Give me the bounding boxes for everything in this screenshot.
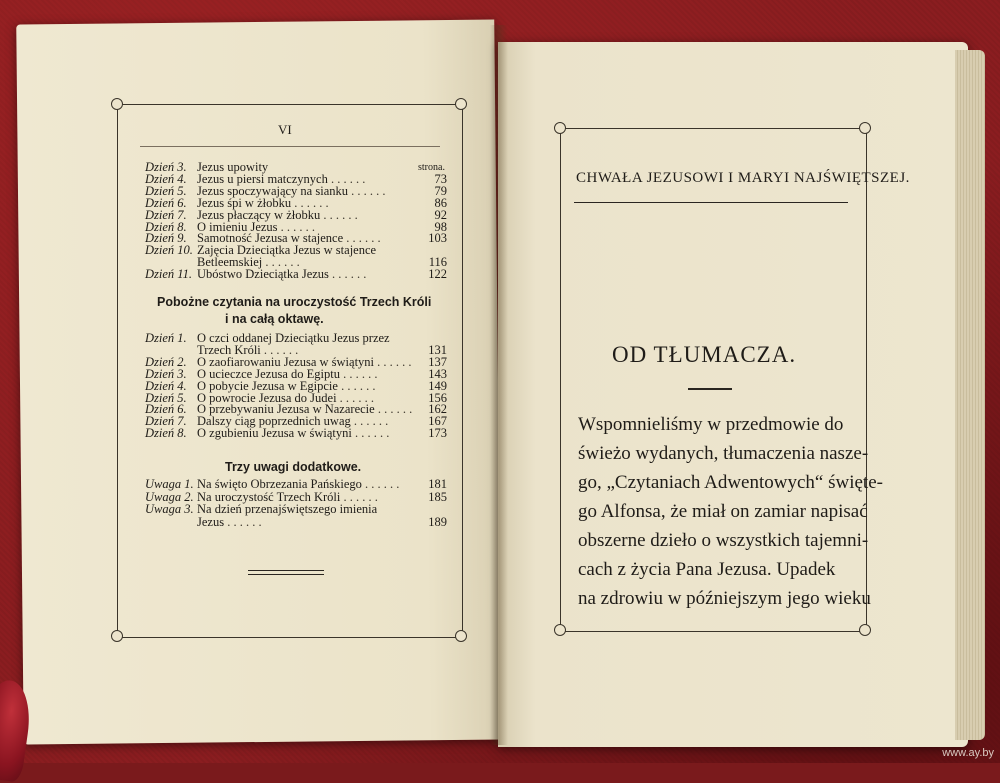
entry-title: Na święto Obrzezania Pańskiego bbox=[197, 477, 362, 491]
strona-label: strona. bbox=[418, 162, 445, 173]
entry-title: Betleemskiej bbox=[197, 255, 263, 270]
entry-title: Ubóstwo Dzieciątka Jezus bbox=[197, 267, 329, 282]
entry-title: Trzech Króli bbox=[197, 342, 261, 357]
entry-label: Uwaga 1. bbox=[145, 477, 194, 491]
page-edges bbox=[955, 50, 985, 740]
section-heading: Trzy uwagi dodatkowe. bbox=[225, 460, 362, 474]
leader-dots: . . . . . . bbox=[340, 489, 378, 504]
body-line: go Alfonsa, że miał on zamiar napisać bbox=[578, 501, 868, 522]
entry-label: Dzień 9. bbox=[145, 231, 187, 246]
entry-label: Dzień 6. bbox=[145, 402, 187, 417]
watermark: www.ay.by bbox=[942, 747, 994, 759]
page-header: CHWAŁA JEZUSOWI I MARYI NAJŚWIĘTSZEJ. bbox=[576, 170, 910, 186]
leader-dots: . . . . . . bbox=[351, 426, 390, 441]
frame-corner-ornament bbox=[455, 630, 467, 642]
leader-dots: . . . . . . bbox=[262, 255, 300, 270]
entry-label: Dzień 5. bbox=[145, 390, 187, 405]
entry-page-number: 122 bbox=[428, 267, 447, 282]
toc-entry bbox=[145, 426, 447, 440]
entry-title: Na dzień przenajświętszego imienia bbox=[197, 502, 378, 516]
entry-page-number: 173 bbox=[428, 426, 447, 441]
entry-label: Uwaga 2. bbox=[145, 489, 194, 504]
entry-title: Jezus spoczywający na sianku bbox=[197, 183, 348, 198]
entry-label: Dzień 8. bbox=[145, 426, 187, 441]
body-line: go, „Czytaniach Adwentowych“ święte- bbox=[578, 472, 883, 493]
entry-page-number: 189 bbox=[428, 514, 447, 529]
frame-corner-ornament bbox=[859, 122, 871, 134]
leader-dots: . . . . . . bbox=[224, 514, 262, 529]
entry-page-number: 149 bbox=[428, 378, 447, 393]
entry-label: Dzień 6. bbox=[145, 195, 187, 210]
leader-dots: . . . . . . bbox=[327, 171, 366, 186]
body-line: świeżo wydanych, tłumaczenia nasze- bbox=[578, 443, 869, 464]
body-line: cach z życia Pana Jezusa. Upadek bbox=[578, 559, 836, 580]
frame-corner-ornament bbox=[859, 624, 871, 636]
leader-dots: . . . . . . bbox=[260, 342, 299, 357]
body-line: obszerne dzieło o wszystkich tajemni- bbox=[578, 530, 869, 551]
entry-page-number: 137 bbox=[428, 354, 447, 369]
entry-label: Dzień 7. bbox=[145, 207, 187, 222]
body-line: Wspomnieliśmy w przedmowie do bbox=[578, 414, 844, 435]
entry-title: Jezus upowity bbox=[197, 160, 269, 174]
chapter-title: OD TŁUMACZA. bbox=[612, 342, 797, 367]
leader-dots: . . . . . . bbox=[340, 366, 378, 381]
entry-label: Dzień 10. bbox=[145, 243, 193, 258]
entry-title: O imieniu Jezus bbox=[197, 219, 278, 234]
frame-corner-ornament bbox=[111, 98, 123, 110]
toc-entry bbox=[145, 515, 447, 529]
book-gutter bbox=[490, 25, 508, 745]
entry-title: Na uroczystość Trzech Króli bbox=[197, 489, 341, 504]
leader-dots: . . . . . . bbox=[337, 378, 376, 393]
section-heading: i na całą oktawę. bbox=[225, 312, 324, 326]
entry-label: Uwaga 3. bbox=[145, 502, 194, 516]
leader-dots: . . . . . . bbox=[336, 390, 375, 405]
entry-label: Dzień 2. bbox=[145, 354, 187, 369]
entry-title: O zaofiarowaniu Jezusa w świątyni bbox=[197, 354, 375, 369]
entry-title: O przebywaniu Jezusa w Nazarecie bbox=[197, 402, 375, 417]
entry-page-number: 185 bbox=[428, 489, 447, 504]
entry-label: Dzień 5. bbox=[145, 183, 187, 198]
entry-page-number: 73 bbox=[434, 171, 447, 186]
end-rule bbox=[248, 574, 324, 575]
entry-title: Jezus bbox=[197, 514, 225, 529]
frame-corner-ornament bbox=[554, 122, 566, 134]
entry-page-number: 92 bbox=[434, 207, 447, 222]
leader-dots: . . . . . . bbox=[350, 414, 389, 429]
leader-dots: . . . . . . bbox=[348, 183, 386, 198]
end-rule bbox=[248, 570, 324, 571]
entry-page-number: 143 bbox=[428, 366, 447, 381]
page-header-rule bbox=[140, 146, 440, 147]
title-rule bbox=[688, 388, 732, 390]
leader-dots: . . . . . . bbox=[343, 231, 381, 246]
entry-title: O czci oddanej Dzieciątku Jezus przez bbox=[197, 331, 390, 345]
entry-title: Samotność Jezusa w stajence bbox=[197, 231, 344, 246]
leader-dots: . . . . . . bbox=[291, 195, 329, 210]
leader-dots: . . . . . . bbox=[320, 207, 358, 222]
entry-title: Zajęcia Dzieciątka Jezus w stajence bbox=[197, 243, 377, 258]
entry-label: Dzień 3. bbox=[145, 366, 187, 381]
entry-label: Dzień 1. bbox=[145, 331, 187, 345]
page-number: VI bbox=[278, 122, 292, 137]
entry-title: O ucieczce Jezusa do Egiptu bbox=[197, 366, 340, 381]
leader-dots: . . . . . . bbox=[374, 402, 413, 417]
entry-page-number: 116 bbox=[428, 255, 447, 270]
entry-page-number: 86 bbox=[434, 195, 447, 210]
entry-label: Dzień 7. bbox=[145, 414, 187, 429]
leader-dots: . . . . . . bbox=[328, 267, 367, 282]
entry-title: Jezus śpi w żłobku bbox=[197, 195, 292, 210]
entry-page-number: 79 bbox=[434, 183, 447, 198]
entry-title: Jezus u piersi matczynych bbox=[197, 171, 328, 186]
entry-label: Dzień 4. bbox=[145, 171, 187, 186]
leader-dots: . . . . . . bbox=[374, 354, 412, 369]
entry-page-number: 156 bbox=[428, 390, 447, 405]
leader-dots: . . . . . . bbox=[277, 219, 316, 234]
frame-corner-ornament bbox=[554, 624, 566, 636]
entry-page-number: 167 bbox=[428, 414, 447, 429]
entry-label: Dzień 4. bbox=[145, 378, 187, 393]
entry-label: Dzień 11. bbox=[145, 267, 192, 282]
frame-corner-ornament bbox=[455, 98, 467, 110]
entry-page-number: 181 bbox=[428, 477, 447, 491]
entry-page-number: 131 bbox=[428, 342, 447, 357]
entry-page-number: 103 bbox=[428, 231, 447, 246]
leader-dots: . . . . . . bbox=[361, 477, 400, 491]
header-rule bbox=[574, 202, 848, 203]
entry-page-number: 162 bbox=[428, 402, 447, 417]
entry-title: O powrocie Jezusa do Judei bbox=[197, 390, 337, 405]
entry-title: O zgubieniu Jezusa w świątyni bbox=[197, 426, 352, 441]
toc-entry bbox=[145, 267, 447, 281]
entry-title: O pobycie Jezusa w Egipcie bbox=[197, 378, 338, 393]
entry-title: Jezus płaczący w żłobku bbox=[197, 207, 321, 222]
entry-title: Dalszy ciąg poprzednich uwag bbox=[197, 414, 351, 429]
section-heading: Pobożne czytania na uroczystość Trzech Króli bbox=[157, 295, 432, 309]
entry-label: Dzień 8. bbox=[145, 219, 187, 234]
entry-label: Dzień 3. bbox=[145, 160, 187, 174]
body-line: na zdrowiu w późniejszym jego wieku bbox=[578, 588, 871, 609]
entry-page-number: 98 bbox=[434, 219, 447, 234]
frame-corner-ornament bbox=[111, 630, 123, 642]
